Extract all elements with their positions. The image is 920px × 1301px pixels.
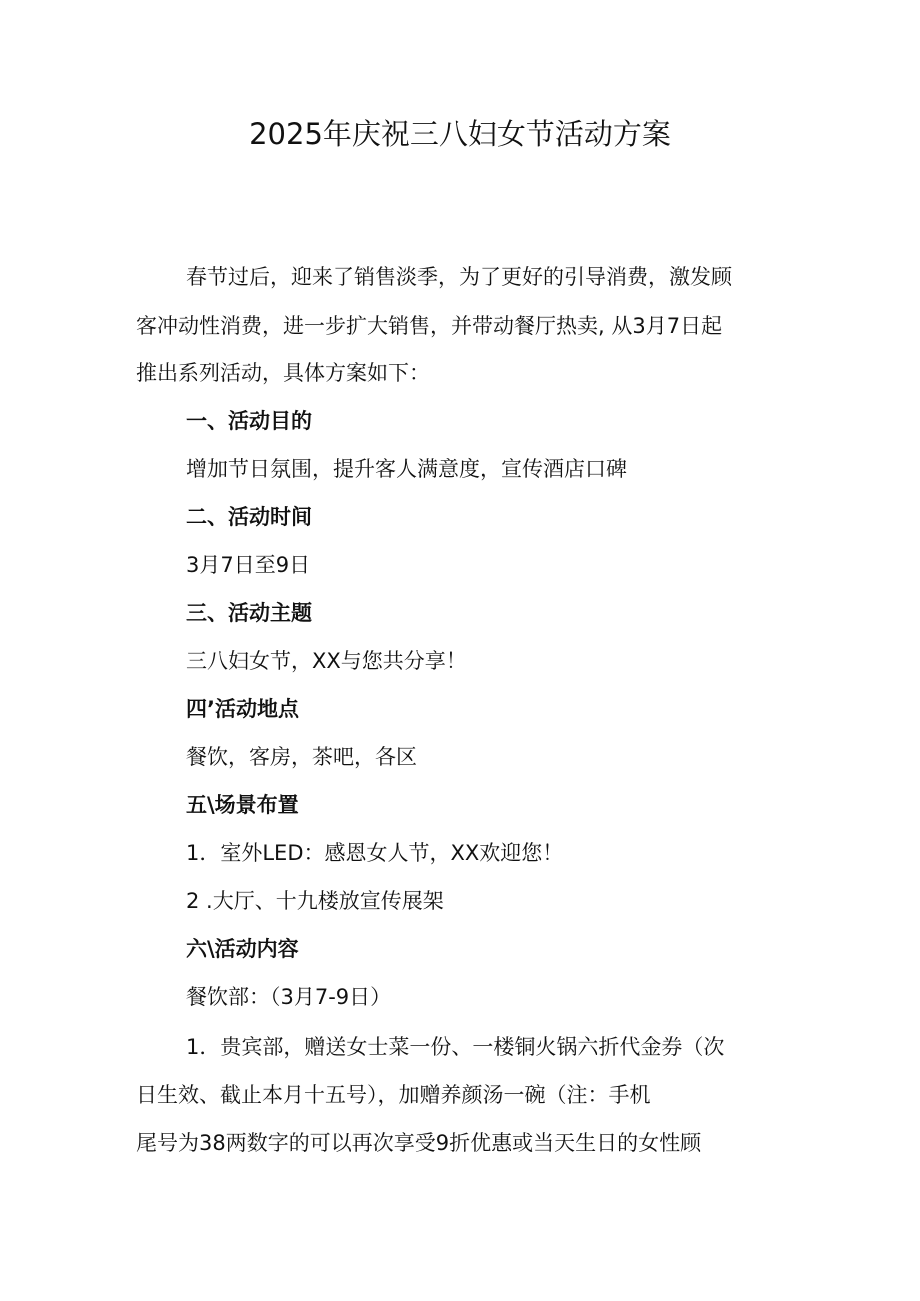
intro-line-1: 春节过后，迎来了销售淡季，为了更好的引导消费，激发顾	[186, 265, 732, 289]
section-heading-time: 二、活动时间	[186, 505, 312, 529]
section-heading-setup: 五\场景布置	[186, 793, 299, 817]
intro-line-3: 推出系列活动，具体方案如下：	[136, 361, 430, 385]
setup-item-2: 2 .大厅、十九楼放宣传展架	[186, 889, 444, 913]
document-title: 2025年庆祝三八妇女节活动方案	[249, 117, 671, 151]
content-para-line-1: 1．贵宾部，赠送女士菜一份、一楼铜火锅六折代金券（次	[186, 1035, 725, 1059]
intro-line-2: 客冲动性消费，进一步扩大销售，并带动餐厅热卖, 从3月7日起	[136, 314, 723, 338]
content-para-line-3: 尾号为38两数字的可以再次享受9折优惠或当天生日的女性顾	[136, 1131, 702, 1155]
content-subheading: 餐饮部：（3月7-9日）	[186, 985, 392, 1009]
section-body-theme: 三八妇女节，XX与您共分享！	[186, 649, 467, 673]
section-heading-content: 六\活动内容	[186, 937, 299, 961]
section-heading-purpose: 一、活动目的	[186, 409, 312, 433]
section-body-location: 餐饮，客房，茶吧，各区	[186, 745, 417, 769]
section-body-time: 3月7日至9日	[186, 553, 311, 577]
section-heading-theme: 三、活动主题	[186, 601, 312, 625]
section-body-purpose: 增加节日氛围，提升客人满意度，宣传酒店口碑	[186, 457, 627, 481]
section-heading-location: 四’活动地点	[186, 697, 299, 721]
content-para-line-2: 日生效、截止本月十五号），加赠养颜汤一碗（注：手机	[136, 1083, 651, 1107]
setup-item-1: 1．室外LED：感恩女人节，XX欢迎您！	[186, 841, 564, 865]
